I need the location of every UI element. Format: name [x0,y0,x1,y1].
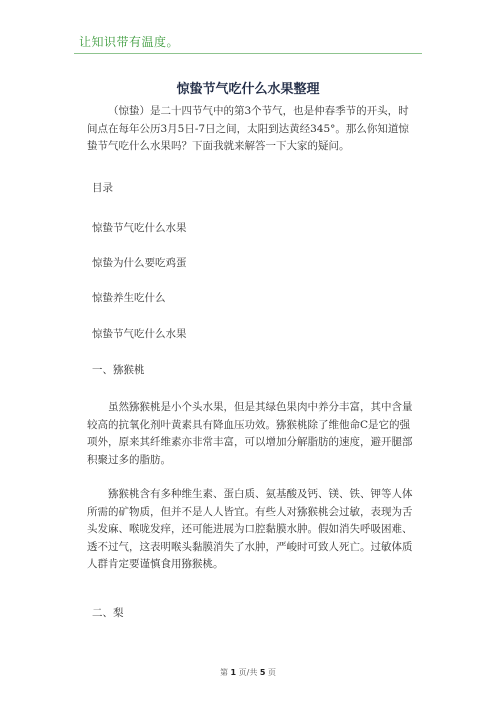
toc-item[interactable]: 惊蛰节气吃什么水果 [92,328,187,340]
footer-suffix: 页 [268,668,277,677]
footer-current-page: 1 [230,668,237,677]
document-title: 惊蛰节气吃什么水果整理 [176,82,320,97]
body-paragraph: 猕猴桃含有多种维生素、蛋白质、氨基酸及钙、镁、铁、钾等人体所需的矿物质，但并不是人人皆宜。有些人对猕猴桃会过敏，表现为舌头发麻、喉咙发痒，还可能进展为口腔黏膜水肿。假如消失呼吸困难、透不过气，这表明喉头黏膜消失了水肿，严峻时可致人死亡。过敏体质人群肯定要谨慎食用猕猴桃。 [87,488,413,570]
body-paragraph: 虽然猕猴桃是小个头水果，但是其绿色果肉中养分丰富，其中含量较高的抗氧化剂叶黄素具有降血压功效。猕猴桃除了维他命C是它的强项外，原来其纤维素亦非常丰富，可以增加分解脂肪的速度，避开腿部积聚过多的脂肪。 [87,401,413,466]
section-heading: 二、梨 [92,607,124,619]
page-footer [0,667,496,678]
header-divider [74,53,422,54]
footer-middle: 页/共 [238,668,258,677]
header-slogan: 让知识带有温度。 [79,35,180,49]
section-heading: 一、猕猴桃 [92,364,145,376]
intro-paragraph: （惊蛰）是二十四节气中的第3个节气，也是仲春季节的开头，时间点在每年公历3月5日-7日之间，太阳到达黄经345°。那么你知道惊蛰节气吃什么水果吗？下面我就来解答一下大家的疑问。 [87,105,409,152]
footer-prefix: 第 [219,668,228,677]
toc-heading: 目录 [92,182,113,194]
toc-item[interactable]: 惊蛰养生吃什么 [92,292,166,304]
footer-total-pages: 5 [259,668,266,677]
toc-item[interactable]: 惊蛰为什么要吃鸡蛋 [92,257,187,269]
toc-item[interactable]: 惊蛰节气吃什么水果 [92,222,187,234]
